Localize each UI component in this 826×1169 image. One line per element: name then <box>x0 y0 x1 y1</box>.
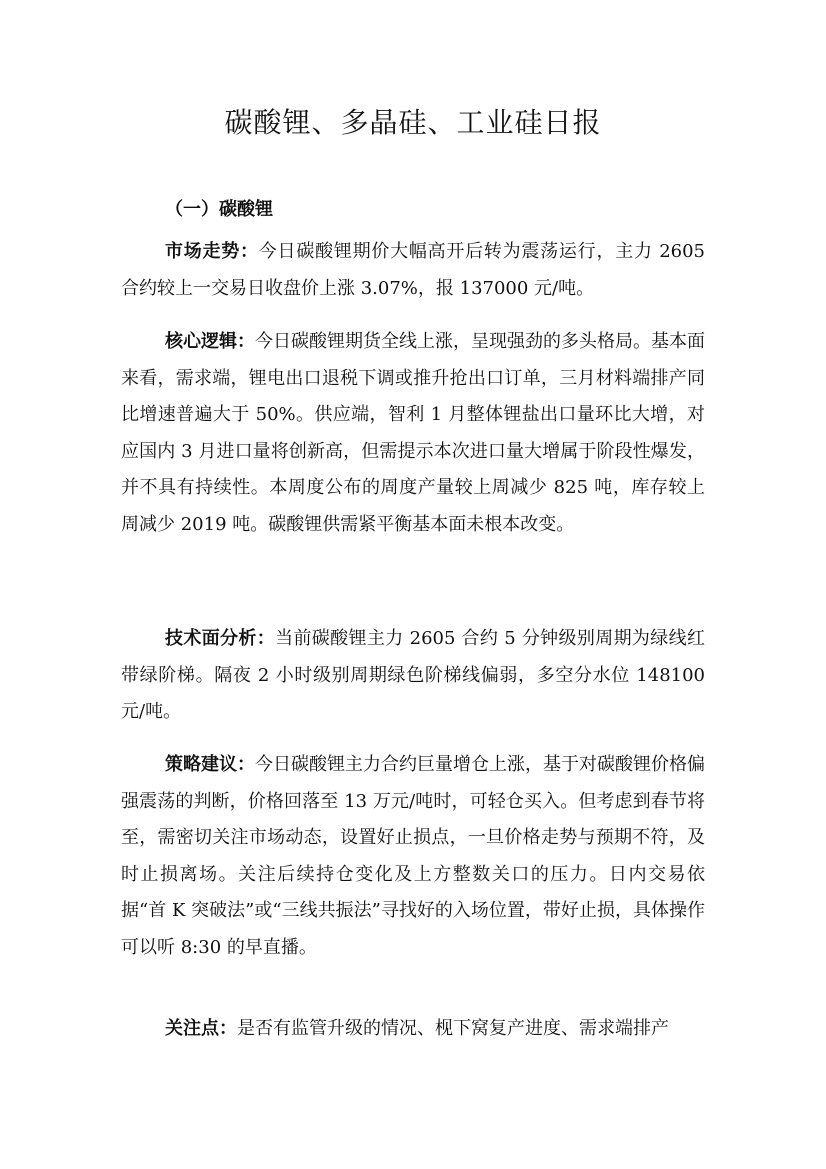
paragraph-text: 今日碳酸锂期货全线上涨，呈现强劲的多头格局。基本面来看，需求端，锂电出口退税下调或推升抢出口订单，三月材料端排产同比增速普遍大于 50%。供应端，智利 1 月整体锂盐出口量环比大增，对应国内 3 月进口量将创新高，但需提示本次进口量大增属于阶段性爆发，并不具有持续性。本周度公布的周度产量较上周减少 825 吨，库存较上周减少 2019 吨。碳酸锂供需紧平衡基本面未根本改变。 <box>121 331 705 535</box>
paragraph-text: 当前碳酸锂主力 2605 合约 5 分钟级别周期为绿线红带绿阶梯。隔夜 2 小时级别周期绿色阶梯线偏弱，多空分水位 148100 元/吨。 <box>121 628 705 722</box>
paragraph-label: 策略建议： <box>165 754 255 775</box>
paragraph-label: 市场走势： <box>165 241 259 262</box>
document-title: 碳酸锂、多晶硅、工业硅日报 <box>224 106 602 139</box>
paragraph-label: 核心逻辑： <box>165 331 255 352</box>
paragraph-core-logic <box>121 324 705 543</box>
paragraph-text: 是否有监管升级的情况、枧下窝复产进度、需求端排产 <box>237 1018 669 1039</box>
paragraph-text: 今日碳酸锂期价大幅高开后转为震荡运行，主力 2605 合约较上一交易日收盘价上涨 3.07%，报 137000 元/吨。 <box>121 241 706 299</box>
paragraph-focus-points <box>121 1011 705 1048</box>
paragraph-technical-analysis <box>121 621 705 731</box>
section-heading-lithium-carbonate: （一）碳酸锂 <box>165 199 273 220</box>
paragraph-label: 关注点： <box>165 1018 237 1039</box>
paragraph-strategy <box>121 747 705 966</box>
paragraph-market-trend <box>121 234 705 307</box>
paragraph-text: 今日碳酸锂主力合约巨量增仓上涨，基于对碳酸锂价格偏强震荡的判断，价格回落至 13 万元/吨时，可轻仓买入。但考虑到春节将至，需密切关注市场动态，设置好止损点，一旦价格走势与预期不符，及时止损离场。关注后续持仓变化及上方整数关口的压力。日内交易依据“首 K 突破法”或“三线共振法”寻找好的入场位置，带好止损，具体操作可以听 8:30 的早直播。 <box>121 754 705 958</box>
paragraph-label: 技术面分析： <box>165 628 276 649</box>
